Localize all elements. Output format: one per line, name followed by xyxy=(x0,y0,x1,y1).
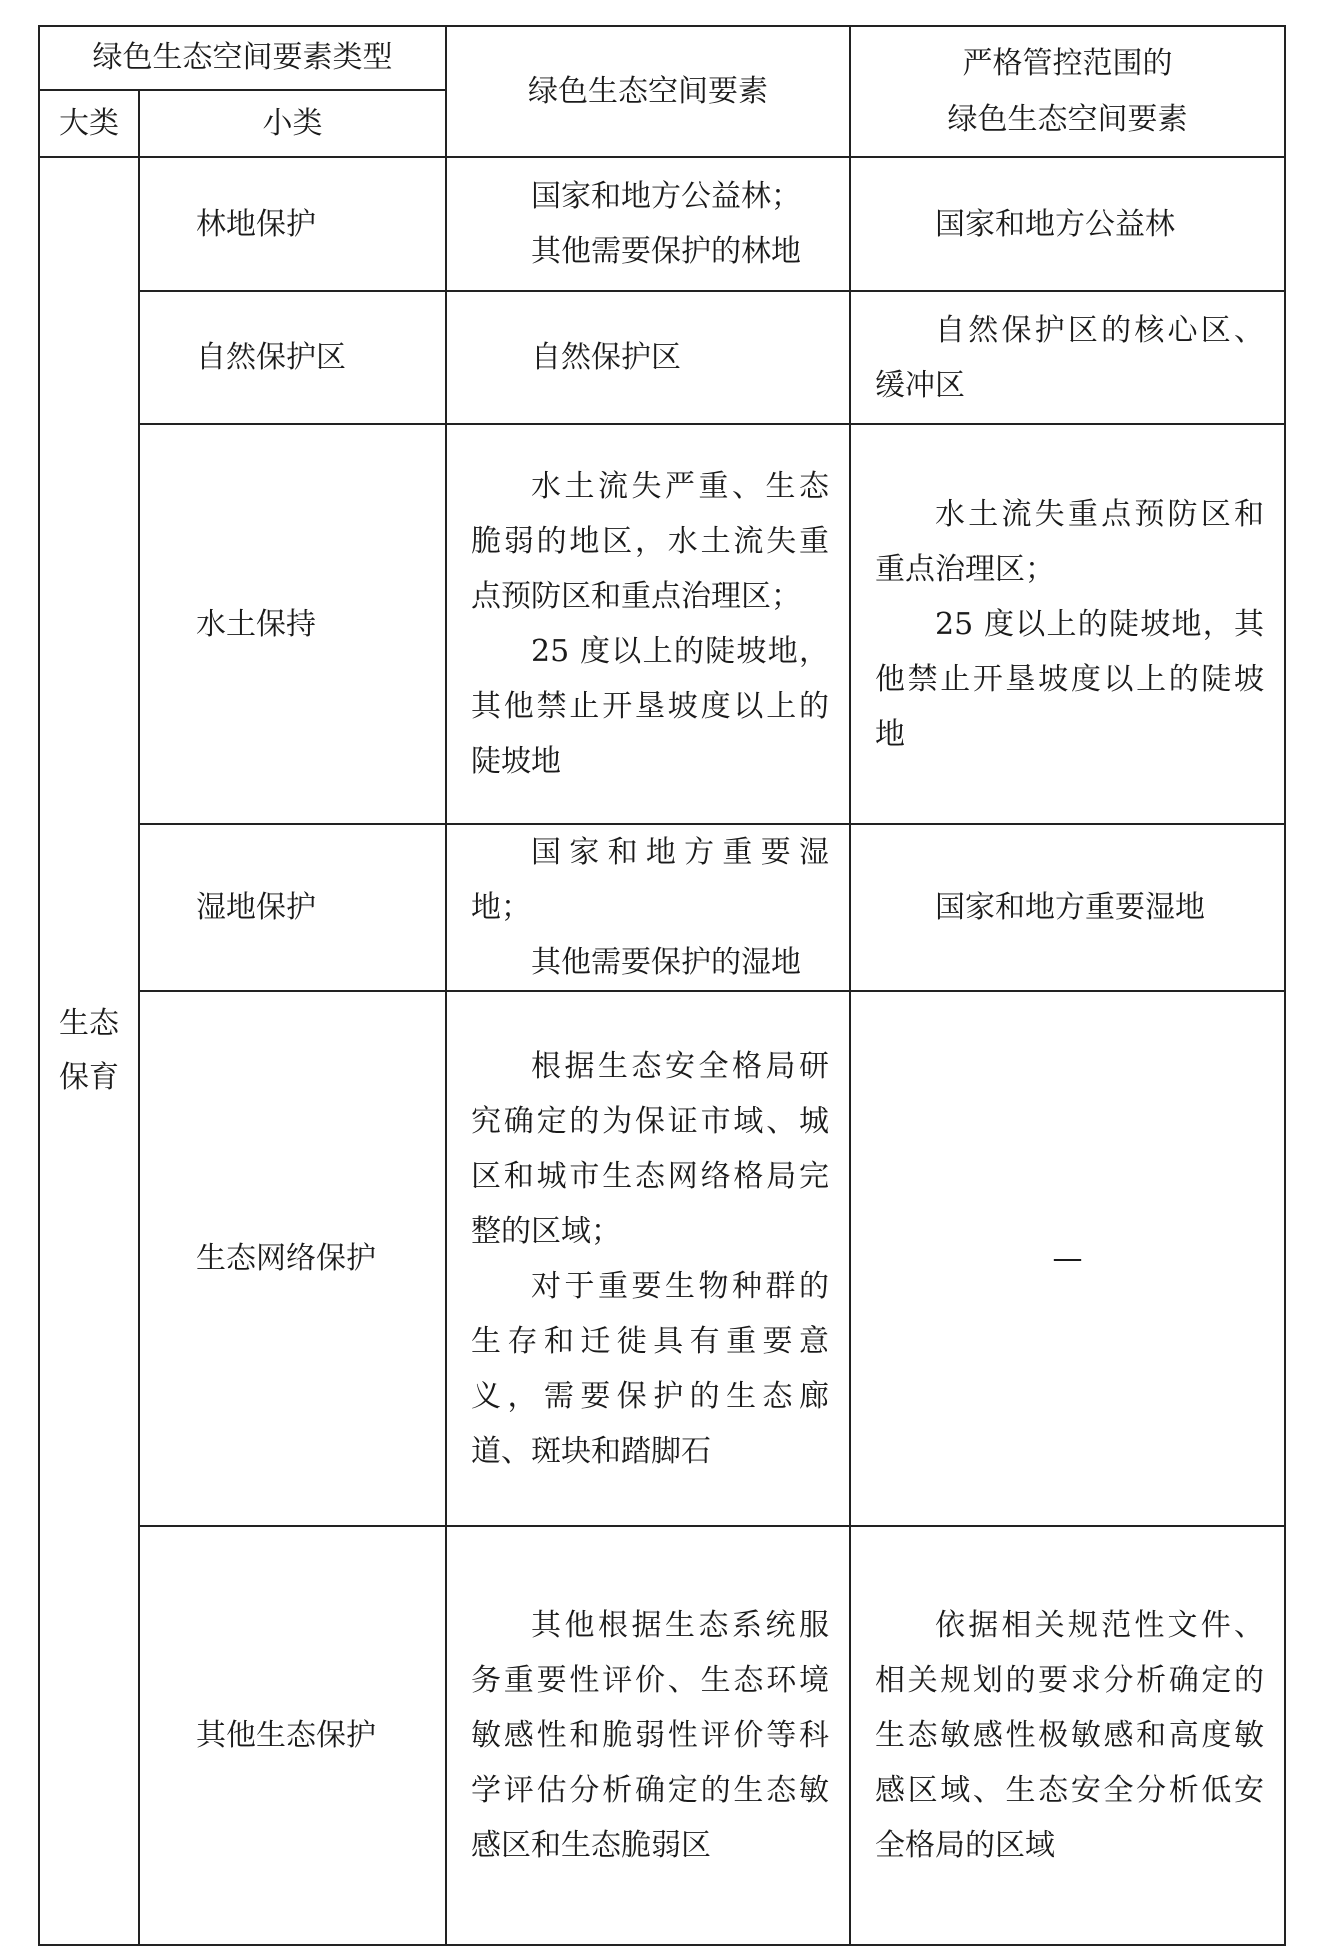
strict-cell xyxy=(850,157,1285,291)
elements-text: 其他需要保护的湿地 xyxy=(531,945,801,980)
strict-text: 自然保护区的核心区、缓冲区 xyxy=(875,312,1264,403)
strict-text: 水土流失重点预防区和重点治理区； xyxy=(875,496,1264,587)
header-minor: 小类 xyxy=(139,90,446,157)
ecological-space-table xyxy=(38,25,1286,1946)
subcategory-cell: 其他生态保护 xyxy=(139,1526,446,1945)
header-strict-elements xyxy=(850,26,1285,157)
strict-text: 依据相关规范性文件、相关规划的要求分析确定的生态敏感性极敏感和高度敏感区域、生态安全分析低安全格局的区域 xyxy=(875,1608,1264,1863)
elements-text: 水土流失严重、生态脆弱的地区，水土流失重点预防区和重点治理区； xyxy=(471,469,829,614)
category-line2: 保育 xyxy=(59,1060,119,1095)
elements-cell xyxy=(446,157,850,291)
elements-text: 国家和地方公益林； xyxy=(531,179,801,214)
strict-text: 国家和地方公益林 xyxy=(935,206,1175,242)
subcategory-cell: 湿地保护 xyxy=(139,824,446,991)
subcategory-cell: 自然保护区 xyxy=(139,291,446,424)
strict-text: — xyxy=(1052,1241,1083,1276)
subcategory-cell: 林地保护 xyxy=(139,157,446,291)
elements-text: 其他需要保护的林地 xyxy=(531,234,801,269)
subcategory-cell: 生态网络保护 xyxy=(139,991,446,1526)
table-row xyxy=(39,1526,1285,1945)
strict-cell xyxy=(850,424,1285,824)
elements-cell xyxy=(446,991,850,1526)
strict-cell xyxy=(850,824,1285,991)
table-row xyxy=(39,991,1285,1526)
table-row xyxy=(39,424,1285,824)
table-row xyxy=(39,824,1285,991)
header-strict-line2: 绿色生态空间要素 xyxy=(947,101,1188,137)
elements-text: 其他根据生态系统服务重要性评价、生态环境敏感性和脆弱性评价等科学评估分析确定的生态敏感区和生态脆弱区 xyxy=(471,1608,829,1863)
elements-cell xyxy=(446,291,850,424)
elements-text: 对于重要生物种群的生存和迁徙具有重要意义，需要保护的生态廊道、斑块和踏脚石 xyxy=(471,1268,829,1469)
subcategory-cell: 水土保持 xyxy=(139,424,446,824)
header-elements: 绿色生态空间要素 xyxy=(446,26,850,157)
header-strict-line1: 严格管控范围的 xyxy=(962,45,1173,81)
strict-text: 25 度以上的陡坡地，其他禁止开垦坡度以上的陡坡地 xyxy=(875,606,1264,752)
table-row xyxy=(39,157,1285,291)
elements-text: 国家和地方重要湿地； xyxy=(471,835,829,925)
strict-cell xyxy=(850,291,1285,424)
header-major: 大类 xyxy=(39,90,139,157)
category-line1: 生态 xyxy=(59,1006,119,1041)
elements-text: 自然保护区 xyxy=(531,340,681,375)
table-row xyxy=(39,291,1285,424)
strict-cell xyxy=(850,991,1285,1526)
strict-cell xyxy=(850,1526,1285,1945)
category-cell xyxy=(39,157,139,1945)
elements-cell xyxy=(446,1526,850,1945)
elements-text: 根据生态安全格局研究确定的为保证市域、城区和城市生态网络格局完整的区域； xyxy=(471,1048,829,1249)
strict-text: 国家和地方重要湿地 xyxy=(935,890,1205,925)
elements-text: 25 度以上的陡坡地，其他禁止开垦坡度以上的陡坡地 xyxy=(471,634,829,779)
header-type-group: 绿色生态空间要素类型 xyxy=(39,26,446,90)
elements-cell xyxy=(446,424,850,824)
elements-cell xyxy=(446,824,850,991)
